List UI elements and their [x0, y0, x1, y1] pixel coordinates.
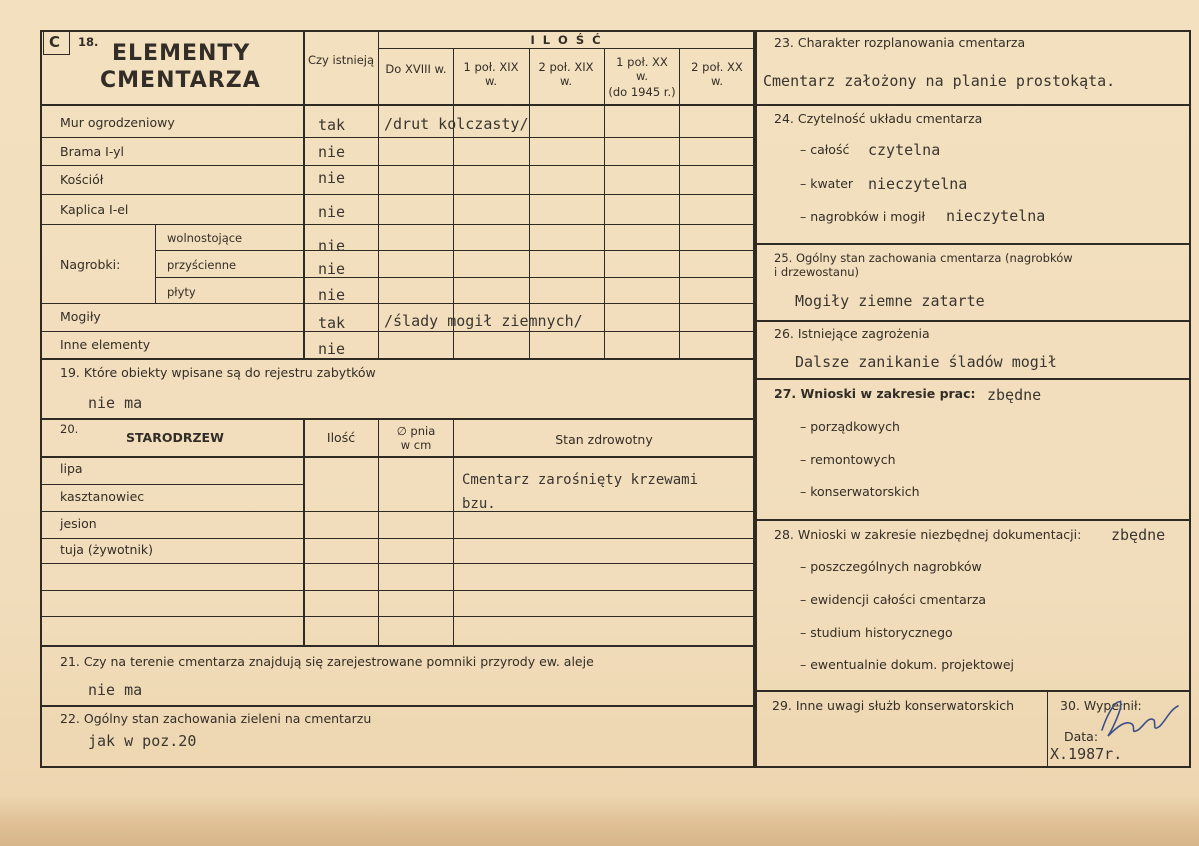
starodrzew-fi-header-bottom: w cm	[400, 438, 432, 452]
ilosc-underline	[378, 48, 755, 49]
q28-item-nagrobkow: – poszczególnych nagrobków	[800, 559, 982, 574]
row-label-przyscienne: przyścienne	[167, 258, 237, 272]
q22-label: 22. Ogólny stan zachowania zieleni na cmentarzu	[60, 711, 372, 726]
q27-top-line	[755, 378, 1191, 380]
tree-kasztanowiec: kasztanowiec	[60, 489, 145, 504]
value-przyscienne: nie	[318, 260, 346, 278]
q22-answer: jak w poz.20	[88, 732, 197, 750]
row-line-1	[40, 137, 755, 138]
signature	[1094, 690, 1184, 740]
col-exists-header: Czy istnieją	[307, 53, 375, 67]
q27-label: 27. Wnioski w zakresie prac:	[774, 386, 976, 401]
starodrzew-ilosc-header: Ilość	[326, 430, 356, 445]
row-line-6	[155, 277, 755, 278]
row-line-2	[40, 165, 755, 166]
starodrzew-line-1	[40, 484, 303, 485]
q30-label: 30. Wypełnił:	[1060, 698, 1142, 713]
row-line-8	[40, 331, 755, 332]
value-kosciol: nie	[318, 169, 346, 187]
q28-item-projektowej: – ewentualnie dokum. projektowej	[800, 657, 1015, 672]
row-line-3	[40, 194, 755, 195]
q27-answer: zbędne	[987, 386, 1042, 404]
q23-label: 23. Charakter rozplanowania cmentarza	[774, 35, 1026, 50]
q25-label-line1: 25. Ogólny stan zachowania cmentarza (nagrobków	[774, 251, 1073, 265]
q26-answer: Dalsze zanikanie śladów mogił	[795, 353, 1057, 371]
tree-lipa: lipa	[60, 461, 83, 476]
q24-answer-calosc: czytelna	[868, 141, 941, 159]
note-mur: /drut kolczasty/	[384, 115, 529, 133]
value-mogily: tak	[318, 314, 346, 332]
starodrzew-col-2	[378, 418, 379, 645]
q28-label: 28. Wnioski w zakresie niezbędnej dokumentacji:	[774, 527, 1082, 542]
q24-item-calosc: – całość	[800, 142, 850, 157]
q30-date: X.1987r.	[1050, 745, 1123, 763]
q19-answer: nie ma	[88, 394, 143, 412]
starodrzew-line-5	[40, 590, 755, 591]
q25-answer: Mogiły ziemne zatarte	[795, 292, 985, 310]
starodrzew-col-3	[453, 418, 454, 645]
value-mur: tak	[318, 116, 346, 134]
elements-title-line2: CMENTARZA	[100, 68, 261, 93]
q28-item-ewidencji: – ewidencji całości cmentarza	[800, 592, 987, 607]
q24-answer-nagrobkow: nieczytelna	[946, 207, 1046, 225]
q28-answer: zbędne	[1111, 526, 1166, 544]
ilosc-header: I L O Ś Ć	[530, 33, 603, 47]
value-inne: nie	[318, 340, 346, 358]
starodrzew-title: STARODRZEW	[126, 430, 224, 445]
q21-top-line	[40, 645, 755, 647]
starodrzew-line-6	[40, 616, 755, 617]
note-mogily: /ślady mogił ziemnych/	[384, 312, 583, 330]
value-brama: nie	[318, 143, 346, 161]
paper-stain	[0, 796, 1199, 846]
row-label-inne: Inne elementy	[60, 337, 151, 352]
q28-top-line	[755, 519, 1191, 521]
starodrzew-line-2	[40, 511, 755, 512]
q24-item-kwater: – kwater	[800, 176, 854, 191]
starodrzew-line-3	[40, 538, 755, 539]
row-label-mur: Mur ogrodzeniowy	[60, 115, 175, 130]
q19-top-line	[40, 358, 755, 360]
row-line-7	[40, 303, 755, 304]
starodrzew-fi-header-top: ∅ pnia	[396, 424, 436, 438]
value-wolnostojace: nie	[318, 237, 346, 255]
q24-top-line	[755, 104, 1191, 106]
q25-top-line	[755, 243, 1191, 245]
col-xviii-header: Do XVIII w.	[385, 62, 447, 76]
starodrzew-header-bottom	[40, 456, 755, 458]
col-1pol-xx-note: (do 1945 r.)	[608, 85, 676, 99]
section-letter: C	[49, 33, 61, 51]
q26-top-line	[755, 320, 1191, 322]
q30-data-label: Data:	[1064, 729, 1099, 744]
q27-item-remontowych: – remontowych	[800, 452, 896, 467]
q27-item-porzadkowych: – porządkowych	[800, 419, 900, 434]
starodrzew-stan-header: Stan zdrowotny	[555, 432, 653, 447]
starodrzew-col-1	[303, 418, 305, 645]
q30-divider	[1047, 690, 1048, 768]
q28-item-studium: – studium historycznego	[800, 625, 953, 640]
starodrzew-line-4	[40, 563, 755, 564]
row-label-wolnostojace: wolnostojące	[167, 231, 243, 245]
nagrobki-divider	[155, 224, 156, 303]
tree-jesion: jesion	[60, 516, 97, 531]
q26-label: 26. Istniejące zagrożenia	[774, 326, 930, 341]
stan-zdrowotny-line2: bzu.	[462, 496, 496, 512]
q21-label: 21. Czy na terenie cmentarza znajdują się zarejestrowane pomniki przyrody ew. aleje	[60, 654, 594, 669]
elements-number: 18.	[78, 35, 99, 49]
row-label-brama: Brama I-yl	[60, 144, 125, 159]
stan-zdrowotny-line1: Cmentarz zarośnięty krzewami	[462, 472, 699, 488]
q20-number: 20.	[60, 422, 79, 436]
col-1pol-xix-header: 1 poł. XIX w.	[463, 60, 519, 88]
q20-top-line	[40, 418, 755, 420]
row-label-plyty: płyty	[167, 285, 196, 299]
q21-answer: nie ma	[88, 681, 143, 699]
q23-answer: Cmentarz założony na planie prostokąta.	[763, 72, 1116, 90]
row-line-4	[40, 224, 755, 225]
value-kaplica: nie	[318, 203, 346, 221]
q24-item-nagrobkow: – nagrobków i mogił	[800, 209, 926, 224]
q29-label: 29. Inne uwagi służb konserwatorskich	[772, 698, 1014, 713]
q19-label: 19. Które obiekty wpisane są do rejestru zabytków	[60, 365, 376, 380]
col-2pol-xix-header: 2 poł. XIX w.	[538, 60, 594, 88]
q24-label: 24. Czytelność układu cmentarza	[774, 111, 983, 126]
row-label-mogily: Mogiły	[60, 309, 101, 324]
header-bottom-line	[40, 104, 755, 106]
q25-label-line2: i drzewostanu)	[774, 265, 860, 279]
row-label-nagrobki: Nagrobki:	[60, 257, 121, 272]
value-plyty: nie	[318, 286, 346, 304]
row-label-kosciol: Kościół	[60, 172, 104, 187]
col-1pol-xx-header: 1 poł. XX w.	[616, 55, 668, 83]
q27-item-konserwatorskich: – konserwatorskich	[800, 484, 920, 499]
row-line-5	[155, 250, 755, 251]
q22-top-line	[40, 705, 755, 707]
tree-tuja: tuja (żywotnik)	[60, 542, 154, 557]
col-2pol-xx-header: 2 poł. XX w.	[691, 60, 743, 88]
row-label-kaplica: Kaplica I-el	[60, 202, 129, 217]
elements-title-line1: ELEMENTY	[112, 41, 251, 66]
q24-answer-kwater: nieczytelna	[868, 175, 968, 193]
